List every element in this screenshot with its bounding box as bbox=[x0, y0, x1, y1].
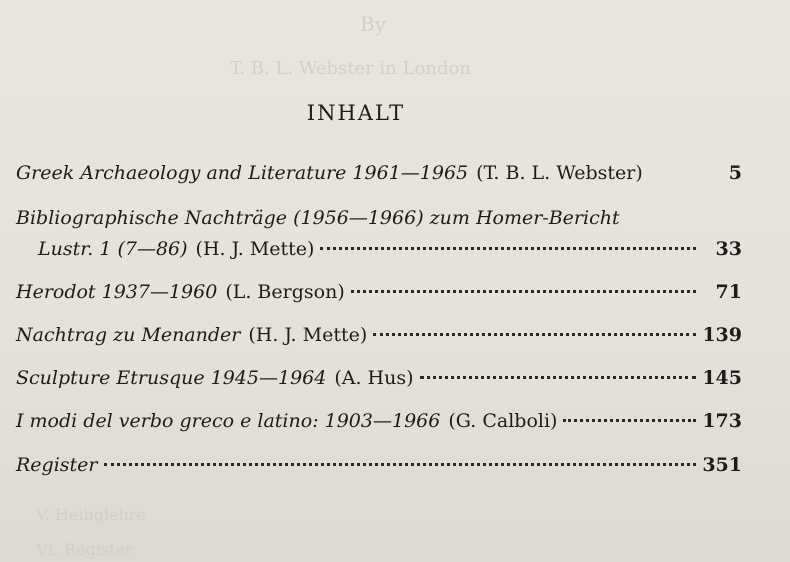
page-title: INHALT bbox=[306, 101, 406, 125]
entry-title: Greek Archaeology and Literature 1961—1965 bbox=[16, 162, 469, 184]
entry-title: I modi del verbo greco e latino: 1903—1966 bbox=[16, 410, 441, 432]
dot-leader bbox=[373, 333, 696, 336]
dot-leader bbox=[104, 463, 696, 466]
dot-leader bbox=[351, 290, 696, 293]
entry-page-number: 33 bbox=[715, 238, 742, 260]
entry-page-number: 173 bbox=[702, 410, 742, 432]
entry-title: Register bbox=[16, 454, 98, 476]
entry-page-number: 351 bbox=[702, 454, 742, 476]
entry-title: Sculpture Etrusque 1945—1964 bbox=[16, 367, 327, 389]
entry-title-continued: Lustr. 1 (7—86) bbox=[38, 238, 188, 260]
entry-page-number: 71 bbox=[715, 281, 742, 303]
toc-entry bbox=[16, 406, 742, 437]
entry-title: Bibliographische Nachträge (1956—1966) zum Homer-Bericht bbox=[16, 207, 620, 229]
entry-author: (H. J. Mette) bbox=[195, 238, 315, 260]
toc-entry bbox=[16, 203, 742, 265]
toc-entry bbox=[16, 450, 742, 481]
entry-title: Herodot 1937—1960 bbox=[16, 281, 218, 303]
entry-page-number: 5 bbox=[728, 162, 742, 184]
entry-author: (T. B. L. Webster) bbox=[476, 162, 643, 184]
bleed-through-text: VI. Register bbox=[36, 540, 133, 559]
dot-leader bbox=[563, 419, 696, 422]
entry-title: Nachtrag zu Menander bbox=[16, 324, 241, 346]
toc-entry bbox=[16, 277, 742, 308]
toc-entry bbox=[16, 320, 742, 351]
bleed-through-text: T. B. L. Webster in London bbox=[230, 58, 471, 79]
entry-page-number: 145 bbox=[702, 367, 742, 389]
toc-entry bbox=[16, 363, 742, 394]
dot-leader bbox=[320, 247, 696, 250]
entry-author: (H. J. Mette) bbox=[248, 324, 368, 346]
entry-author: (G. Calboli) bbox=[448, 410, 558, 432]
entry-page-number: 139 bbox=[702, 324, 742, 346]
bleed-through-text: V. Heiliglehre bbox=[36, 505, 146, 524]
entry-author: (L. Bergson) bbox=[225, 281, 345, 303]
bleed-through-text: By bbox=[360, 12, 386, 36]
dot-leader bbox=[420, 376, 696, 379]
entry-author: (A. Hus) bbox=[334, 367, 414, 389]
toc-entry bbox=[16, 158, 742, 189]
